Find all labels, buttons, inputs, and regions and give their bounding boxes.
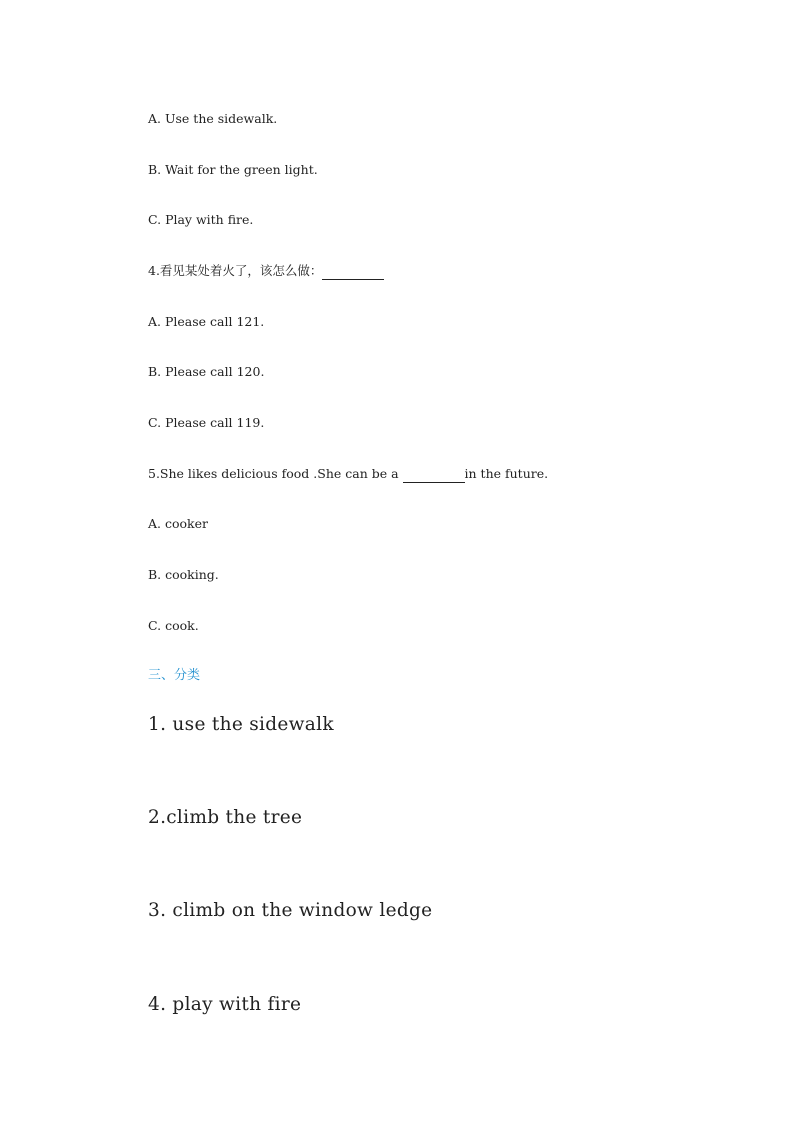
q5-answer-blank[interactable] <box>403 466 465 483</box>
q3-option-b: B. Wait for the green light. <box>148 162 318 177</box>
q4-option-b: B. Please call 120. <box>148 364 265 379</box>
q5-question-after: in the future. <box>464 466 549 481</box>
q5-option-a: A. cooker <box>148 516 208 531</box>
classify-item-3: 3. climb on the window ledge <box>148 900 433 921</box>
q4-option-a: A. Please call 121. <box>148 314 265 329</box>
q3-option-c: C. Play with fire. <box>148 212 254 227</box>
classify-item-4: 4. play with fire <box>148 994 302 1015</box>
q4-question-text: 4.看见某处着火了，该怎么做： <box>148 263 323 278</box>
q3-option-a: A. Use the sidewalk. <box>148 111 278 126</box>
section-3-title: 三、分类 <box>148 668 201 683</box>
q5-question-before: 5.She likes delicious food .She can be a <box>148 466 399 481</box>
q4-question <box>148 263 384 280</box>
classify-item-2: 2.climb the tree <box>148 807 303 828</box>
q5-option-b: B. cooking. <box>148 567 219 582</box>
classify-item-1: 1. use the sidewalk <box>148 714 334 735</box>
q5-question <box>148 466 548 483</box>
q4-option-c: C. Please call 119. <box>148 415 265 430</box>
q4-answer-blank[interactable] <box>322 263 384 280</box>
q5-option-c: C. cook. <box>148 618 199 633</box>
